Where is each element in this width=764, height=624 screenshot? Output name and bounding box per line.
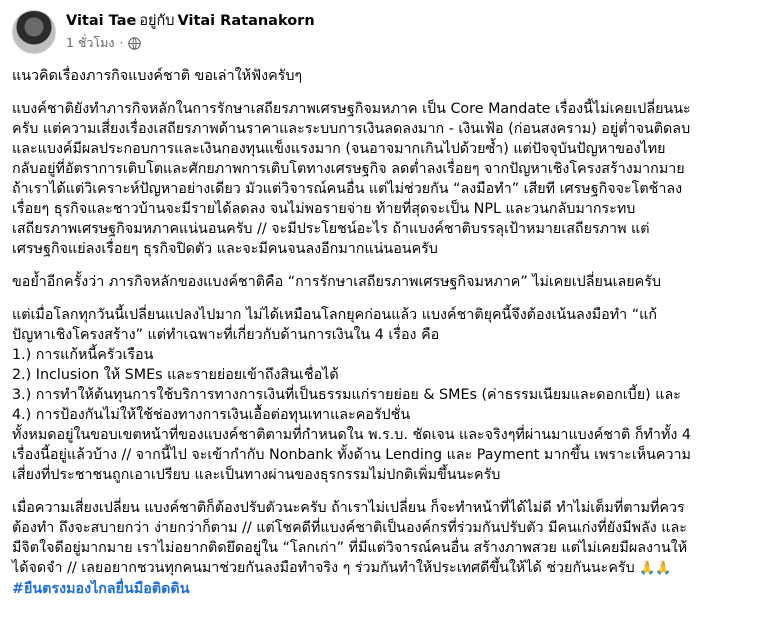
list-item: 2.) Inclusion ให้ SMEs และรายย่อยเข้าถึงสินเชื่อได้ <box>12 367 339 383</box>
text-line: ขอย้ำอีกครั้งว่า ภารกิจหลักของแบงค์ชาติคือ “การรักษาเสถียรภาพเศรษฐกิจมหภาค” ไม่เคยเปลี่ยนเลยครับ <box>12 274 661 290</box>
text-line: ครับ แต่ความเสี่ยงเรื่องเสถียรภาพด้านราคาและระบบการเงินลดลงมาก - เงินเฟ้อ (ก่อนสงคราม) อยู่ต่ำจนติดลบ <box>12 121 691 137</box>
author-avatar[interactable] <box>12 10 56 54</box>
text-line: เศรษฐกิจแย่ลงเรื่อยๆ ธุรกิจปิดตัว และจะมีคนจนลงอีกมากแน่นอนครับ <box>12 241 438 257</box>
paragraph-structural-issues <box>12 305 752 485</box>
paragraph-mandate <box>12 99 752 259</box>
text-line: เรื่องนี้อยู่แล้วบ้าง // จากนี้ไป จะเข้ากำกับ Nonbank ทั้งด้าน Lending และ Payment มากขึ้น เพราะเห็นความ <box>12 447 691 463</box>
text-line: ถ้าเราได้แต่วิเคราะห์ปัญหาอย่างเดียว มัวแต่วิจารณ์คนอื่น แต่ไม่ช่วยกัน “ลงมือทำ” เสียที เศรษฐกิจจะโตช้าลง <box>12 181 683 197</box>
post-timestamp[interactable]: 1 ชั่วโมง <box>66 35 115 50</box>
text-line: แบงค์ชาติยังทำภารกิจหลักในการรักษาเสถียรภาพเศรษฐกิจมหภาค เป็น Core Mandate เรื่องนี้ไม่เคยเปลี่ยนนะ <box>12 101 691 117</box>
text-line <box>12 558 752 579</box>
folded-hands-emoji: 🙏🙏 <box>639 561 672 576</box>
text-line: และแบงค์มีผลประกอบการและเงินกองทุนแข็งแรงมาก (จนอาจมากเกินไปด้วยซ้ำ) แต่ปัจจุบันปัญหาของไทย <box>12 141 666 157</box>
post-meta <box>66 10 315 51</box>
paragraph-emphasis <box>12 272 752 292</box>
paragraph-intro <box>12 66 752 86</box>
list-item: 4.) การป้องกันไม่ให้ใช้ช่องทางการเงินเอื้อต่อทุนเทาและคอรัปชั่น <box>12 407 411 423</box>
text-line: เสี่ยงที่ประชาชนถูกเอาเปรียบ และเป็นทางผ่านของธุรกรรมไม่ปกติเพิ่มขึ้นนะครับ <box>12 467 501 483</box>
with-text: อยู่กับ <box>139 13 175 29</box>
tagged-person[interactable]: Vitai Ratanakorn <box>177 13 315 29</box>
list-item: 3.) การทำให้ต้นทุนการใช้บริการทางการเงินที่เป็นธรรมแก่รายย่อย & SMEs (ค่าธรรมเนียมและดอกเบี้ย) และ <box>12 387 681 403</box>
text-line: ต้องทำ ถึงจะสบายกว่า ง่ายกว่าก็ตาม // แต่โชคดีที่แบงค์ชาติเป็นองค์กรที่ร่วมกันปรับตัว มีคนเก่งที่ยังมีพลัง และ <box>12 520 687 536</box>
hashtag-line <box>12 579 752 599</box>
text-line: แนวคิดเรื่องภารกิจแบงค์ชาติ ขอเล่าให้ฟังครับๆ <box>12 68 303 84</box>
text-line: กลับอยู่ที่อัตราการเติบโตและศักยภาพการเติบโตทางเศรษฐกิจ ลดต่ำลงเรื่อยๆ จากปัญหาเชิงโครงสร้างมากมาย <box>12 161 685 177</box>
text-line-content: ได้จดจำ // เลยอยากชวนทุกคนมาช่วยกันลงมือทำจริง ๆ ร่วมกันทำให้ประเทศดีขึ้นให้ได้ ช่วยกันนะครับ <box>12 560 635 576</box>
text-line: ทั้งหมดอยู่ในขอบเขตหน้าที่ของแบงค์ชาติตามที่กำหนดใน พ.ร.บ. ชัดเจน และจริงๆที่ผ่านมาแบงค์ชาติ ก็ทำทั้ง 4 <box>12 427 692 443</box>
text-line: ปัญหาเชิงโครงสร้าง” แต่ทำเฉพาะที่เกี่ยวกับด้านการเงินใน 4 เรื่อง คือ <box>12 327 440 343</box>
author-name[interactable]: Vitai Tae <box>66 13 137 29</box>
paragraph-closing <box>12 498 752 599</box>
post-subline <box>66 35 315 51</box>
text-line: มีจิตใจดีอยู่มากมาย เราไม่อยากติดยึดอยู่ใน “โลกเก่า” ที่มีแต่วิจารณ์คนอื่น สร้างภาพสวย แต่ไม่เคยมีผลงานให้ <box>12 540 688 556</box>
post-header <box>12 10 752 60</box>
list-item: 1.) การแก้หนี้ครัวเรือน <box>12 347 154 363</box>
hashtag-link[interactable]: #ยืนตรงมองไกลยื่นมือติดดิน <box>12 581 190 597</box>
text-line: เรื่อยๆ ธุรกิจและชาวบ้านจะมีรายได้ลดลง จนไม่พอรายจ่าย ท้ายที่สุดจะเป็น NPL และวนกลับมากระทบ <box>12 201 636 217</box>
post-body <box>12 66 752 599</box>
text-line: เมื่อความเสี่ยงเปลี่ยน แบงค์ชาติก็ต้องปรับตัวนะครับ ถ้าเราไม่เปลี่ยน ก็จะทำหน้าที่ได้ไม่ดี ทำไม่เต็มที่ตามที่ควร <box>12 500 685 516</box>
post-author-line <box>66 12 315 31</box>
text-line: เสถียรภาพเศรษฐกิจมหภาคแน่นอนครับ // จะมีประโยชน์อะไร ถ้าแบงค์ชาติบรรลุเป้าหมายเสถียรภาพ แต่ <box>12 221 650 237</box>
separator-dot: · <box>119 35 124 50</box>
text-line: แต่เมื่อโลกทุกวันนี้เปลี่ยนแปลงไปมาก ไม่ได้เหมือนโลกยุคก่อนแล้ว แบงค์ชาติยุคนี้จึงต้องเน้นลงมือทำ “แก้ <box>12 307 657 323</box>
globe-icon[interactable] <box>128 37 141 50</box>
